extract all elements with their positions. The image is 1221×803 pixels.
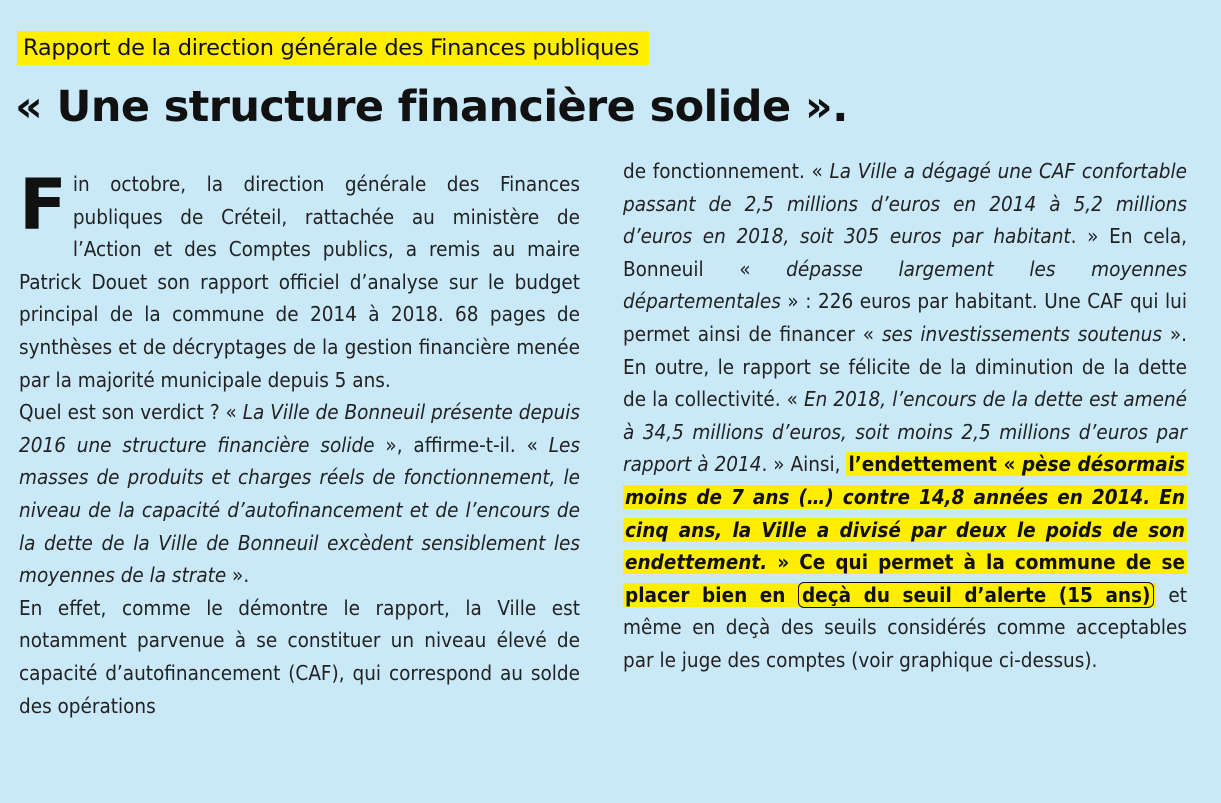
text-run: ». — [226, 563, 250, 588]
quote-text: ses investissements soutenus — [881, 321, 1162, 346]
boxed-threshold: deçà du seuil d’alerte (15 ans) — [798, 582, 1154, 608]
text-run: . » Ainsi, — [761, 452, 847, 477]
quote-text: Les masses de produits et charges réels de fonctionnement, le niveau de la capacité d’autofinancement et de l’encours de la dette de la Ville de Bonneuil excèdent sensiblement les moyennes de la strate — [19, 432, 580, 588]
text-run: ». En outre, le rapport se félicite de la diminution de la dette de la collectivité. « — [623, 321, 1187, 412]
text-run: et même en deçà des seuils considérés comme acceptables par le juge des comptes (voir graphique ci-dessus). — [623, 582, 1188, 672]
intro-text: in octobre, la direction générale des Finances publiques de Créteil, rattachée au ministère de l’Action et des Comptes publics, a remis au maire Patrick Douet son rapport officiel d’analyse sur le budget principal de la commune de 2014 à 2018. 68 pages de synthèses et de décryptages de la gestion financière menée par la majorité municipale depuis 5 ans. — [19, 172, 580, 392]
text-run: », affirme-t-il. « — [374, 432, 549, 457]
text-run: » : 226 euros par habitant. Une CAF qui lui permet ainsi de financer « — [623, 289, 1187, 346]
quote-text: pèse désormais moins de 7 ans (…) contre 14,8 années en 2014. En cinq ans, la Ville a divisé par deux le poids de son endettement. — [625, 452, 1185, 575]
text-run: l’endettement « — [848, 452, 1022, 477]
quote-text: dépasse largement les moyennes départementales — [623, 256, 1187, 314]
drop-cap: F — [19, 164, 67, 246]
quote-text: La Ville a dégagé une CAF confortable passant de 2,5 millions d’euros en 2014 à 5,2 millions d’euros en 2018, soit 305 euros par habitant — [623, 159, 1187, 249]
left-column — [19, 164, 580, 722]
article-kicker: Rapport de la direction générale des Finances publiques — [17, 31, 649, 65]
quote-text: La Ville de Bonneuil présente depuis 2016 une structure financière solide — [19, 400, 580, 457]
paragraph-continued — [623, 155, 1187, 677]
right-column — [623, 155, 1187, 677]
text-run: » Ce qui permet à la commune de se placer bien en — [625, 550, 1185, 607]
text-run: . » En cela, Bonneuil « — [623, 224, 1187, 281]
paragraph-caf: En effet, comme le démontre le rapport, la Ville est notamment parvenue à se constituer un niveau élevé de capacité d’autofinancement (CAF), qui correspond au solde des opérations — [19, 595, 580, 718]
paragraph-intro — [19, 164, 580, 396]
text-run: Quel est son verdict ? « — [19, 400, 243, 425]
quote-text: En 2018, l’encours de la dette est amené à 34,5 millions d’euros, soit moins 2,5 millions d’euros par rapport à 2014 — [623, 387, 1187, 477]
text-run: de fonctionnement. « — [623, 159, 830, 183]
article-headline: « Une structure financière solide ». — [15, 82, 848, 132]
paragraph-verdict — [19, 396, 580, 592]
